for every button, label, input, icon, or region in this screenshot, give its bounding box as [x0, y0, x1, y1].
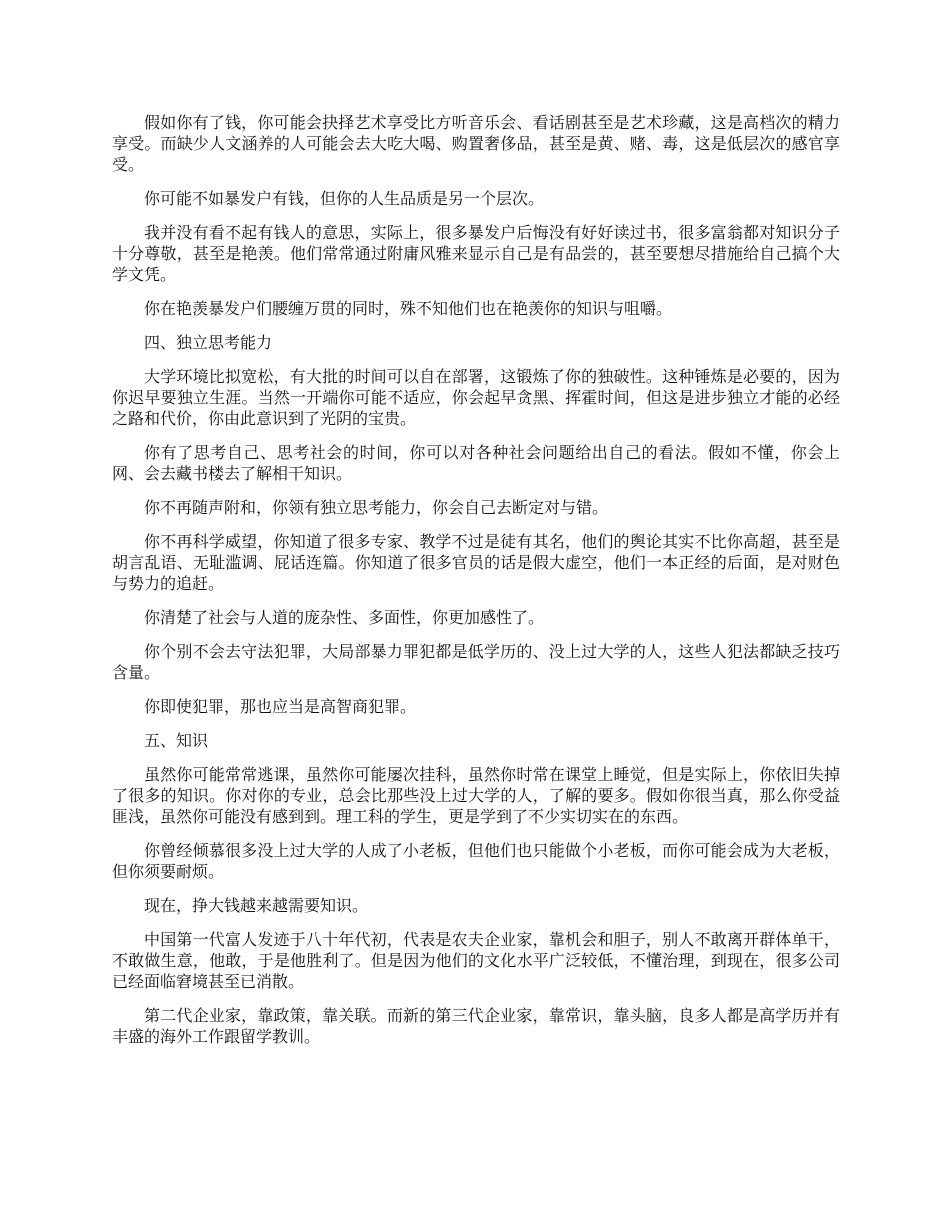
paragraph: 你曾经倾慕很多没上过大学的人成了小老板，但他们也只能做个小老板，而你可能会成为大老板，但你须要耐烦。 — [112, 841, 840, 881]
paragraph: 你可能不如暴发户有钱，但你的人生品质是另一个层次。 — [144, 189, 545, 208]
paragraph: 你在艳羡暴发户们腰缠万贯的同时，殊不知他们也在艳羡你的知识与咀嚼。 — [144, 299, 673, 318]
paragraph: 现在，挣大钱越来越需要知识。 — [144, 896, 369, 915]
paragraph: 你不再随声附和，你领有独立思考能力，你会自己去断定对与错。 — [144, 498, 609, 517]
paragraph: 你有了思考自己、思考社会的时间，你可以对各种社会问题给出自己的看法。假如不懂，你会上网、会去藏书楼去了解相干知识。 — [112, 443, 840, 483]
paragraph: 假如你有了钱，你可能会抉择艺术享受比方听音乐会、看话剧甚至是艺术珍藏，这是高档次的精力享受。而缺少人文涵养的人可能会去大吃大喝、购置奢侈品，甚至是黄、赌、毒，这是低层次的感官享受。 — [112, 113, 840, 174]
paragraph: 你即使犯罪，那也应当是高智商犯罪。 — [144, 697, 417, 716]
paragraph: 你不再科学威望，你知道了很多专家、教学不过是徒有其名，他们的舆论其实不比你高超，甚至是胡言乱语、无耻滥调、屁话连篇。你知道了很多官员的话是假大虚空，他们一本正经的后面，是对财色与势力的追赶。 — [112, 532, 840, 593]
paragraph: 你个别不会去守法犯罪，大局部暴力罪犯都是低学历的、没上过大学的人，这些人犯法都缺乏技巧含量。 — [112, 642, 840, 682]
paragraph: 我并没有看不起有钱人的意思，实际上，很多暴发户后悔没有好好读过书，很多富翁都对知识分子十分尊敬，甚至是艳羡。他们常常通过附庸风雅来显示自己是有品尝的，甚至要想尽措施给自己搞个大学文凭。 — [112, 223, 840, 284]
section-heading: 五、知识 — [144, 731, 209, 750]
document-page — [112, 112, 840, 1060]
paragraph: 中国第一代富人发迹于八十年代初，代表是农夫企业家，靠机会和胆子，别人不敢离开群体单干，不敢做生意，他敢，于是他胜利了。但是因为他们的文化水平广泛较低，不懂治理，到现在，很多公司已经面临窘境甚至已消散。 — [112, 930, 840, 991]
paragraph: 虽然你可能常常逃课，虽然你可能屡次挂科，虽然你时常在课堂上睡觉，但是实际上，你依旧失掉了很多的知识。你对你的专业，总会比那些没上过大学的人，了解的要多。假如你很当真，那么你受益匪浅，虽然你可能没有感到到。理工科的学生，更是学到了不少实切实在的东西。 — [112, 765, 840, 826]
paragraph: 第二代企业家，靠政策，靠关联。而新的第三代企业家，靠常识，靠头脑，良多人都是高学历并有丰盛的海外工作跟留学教训。 — [112, 1006, 840, 1046]
paragraph: 你清楚了社会与人道的庞杂性、多面性，你更加感性了。 — [144, 608, 545, 627]
paragraph: 大学环境比拟宽松，有大批的时间可以自在部署，这锻炼了你的独破性。这种锤炼是必要的，因为你迟早要独立生涯。当然一开端你可能不适应，你会起早贪黑、挥霍时间，但这是进步独立才能的必经之路和代价，你由此意识到了光阴的宝贵。 — [112, 367, 840, 428]
section-heading: 四、独立思考能力 — [144, 333, 273, 352]
